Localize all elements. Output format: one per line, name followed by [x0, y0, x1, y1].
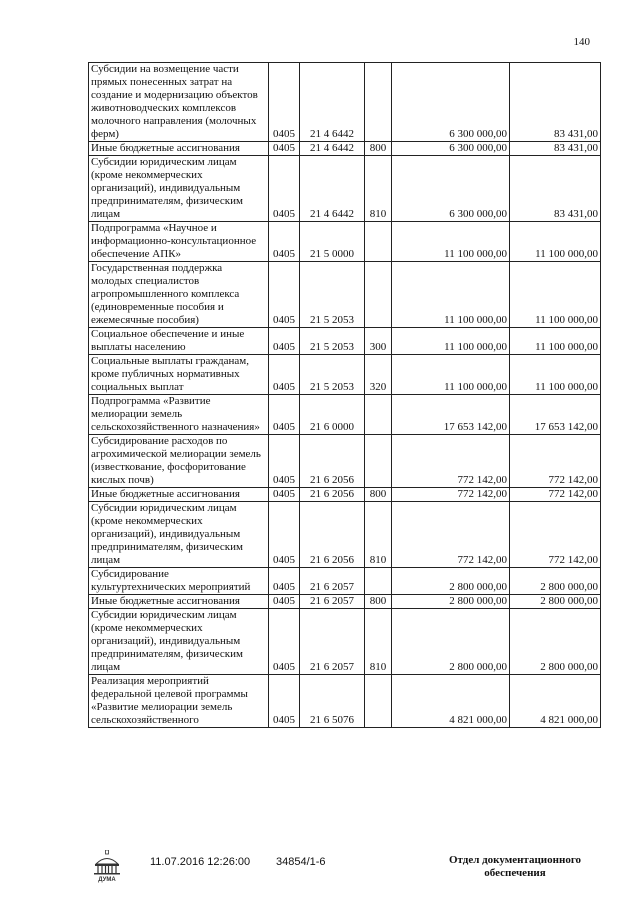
row-section: 0405 — [269, 355, 300, 395]
row-name: Государственная поддержка молодых специалистов агропромышленного комплекса (единовременные пособия и ежемесячные пособия) — [89, 262, 269, 328]
row-section: 0405 — [269, 502, 300, 568]
row-section: 0405 — [269, 488, 300, 502]
row-expense-type — [365, 222, 392, 262]
row-amount-2: 11 100 000,00 — [510, 328, 601, 355]
table-row — [89, 262, 601, 328]
row-name: Субсидии юридическим лицам (кроме некоммерческих организаций), индивидуальным предпринимателям, физическим лицам — [89, 609, 269, 675]
table-row — [89, 156, 601, 222]
row-section: 0405 — [269, 609, 300, 675]
row-expense-type — [365, 63, 392, 142]
row-section: 0405 — [269, 328, 300, 355]
row-amount-2: 83 431,00 — [510, 142, 601, 156]
row-name: Подпрограмма «Развитие мелиорации земель сельскохозяйственного назначения» — [89, 395, 269, 435]
row-target-article: 21 6 2057 — [300, 595, 365, 609]
row-expense-type — [365, 675, 392, 728]
row-amount-2: 772 142,00 — [510, 488, 601, 502]
row-expense-type: 810 — [365, 502, 392, 568]
table-row — [89, 63, 601, 142]
row-amount-1: 2 800 000,00 — [392, 595, 510, 609]
row-section: 0405 — [269, 63, 300, 142]
row-name: Субсидирование культуртехнических мероприятий — [89, 568, 269, 595]
row-expense-type: 810 — [365, 609, 392, 675]
page-footer — [0, 848, 640, 905]
row-amount-2: 11 100 000,00 — [510, 222, 601, 262]
row-section: 0405 — [269, 568, 300, 595]
table-row — [89, 355, 601, 395]
row-expense-type: 300 — [365, 328, 392, 355]
row-name: Социальные выплаты гражданам, кроме публичных нормативных социальных выплат — [89, 355, 269, 395]
row-expense-type: 800 — [365, 142, 392, 156]
row-target-article: 21 6 2057 — [300, 568, 365, 595]
row-amount-2: 17 653 142,00 — [510, 395, 601, 435]
row-target-article: 21 4 6442 — [300, 142, 365, 156]
footer-doc-number: 34854/1-6 — [276, 856, 326, 868]
row-name: Иные бюджетные ассигнования — [89, 488, 269, 502]
row-amount-2: 4 821 000,00 — [510, 675, 601, 728]
row-expense-type — [365, 262, 392, 328]
page-number: 140 — [573, 36, 590, 48]
row-target-article: 21 5 0000 — [300, 222, 365, 262]
row-expense-type — [365, 568, 392, 595]
budget-table-body — [89, 63, 601, 728]
row-name: Социальное обеспечение и иные выплаты населению — [89, 328, 269, 355]
row-section: 0405 — [269, 156, 300, 222]
row-name: Субсидии на возмещение части прямых понесенных затрат на создание и модернизацию объектов животноводческих комплексов молочного направления (молочных ферм) — [89, 63, 269, 142]
row-amount-1: 11 100 000,00 — [392, 328, 510, 355]
row-section: 0405 — [269, 595, 300, 609]
row-amount-2: 11 100 000,00 — [510, 355, 601, 395]
logo-text: ДУМА — [98, 877, 116, 883]
row-amount-2: 2 800 000,00 — [510, 568, 601, 595]
footer-department: Отдел документационного обеспечения — [448, 854, 582, 879]
row-amount-1: 11 100 000,00 — [392, 355, 510, 395]
row-name: Иные бюджетные ассигнования — [89, 142, 269, 156]
row-amount-1: 11 100 000,00 — [392, 262, 510, 328]
row-target-article: 21 5 2053 — [300, 262, 365, 328]
row-expense-type: 810 — [365, 156, 392, 222]
row-expense-type — [365, 435, 392, 488]
table-row — [89, 568, 601, 595]
row-target-article: 21 6 2056 — [300, 488, 365, 502]
table-row — [89, 435, 601, 488]
row-target-article: 21 4 6442 — [300, 63, 365, 142]
footer-datetime: 11.07.2016 12:26:00 — [150, 856, 251, 868]
row-amount-1: 772 142,00 — [392, 488, 510, 502]
row-target-article: 21 4 6442 — [300, 156, 365, 222]
row-section: 0405 — [269, 395, 300, 435]
row-section: 0405 — [269, 435, 300, 488]
row-target-article: 21 6 5076 — [300, 675, 365, 728]
row-amount-1: 17 653 142,00 — [392, 395, 510, 435]
row-target-article: 21 6 2056 — [300, 435, 365, 488]
row-amount-2: 2 800 000,00 — [510, 595, 601, 609]
row-name: Подпрограмма «Научное и информационно-консультационное обеспечение АПК» — [89, 222, 269, 262]
table-row — [89, 395, 601, 435]
row-expense-type — [365, 395, 392, 435]
row-amount-2: 83 431,00 — [510, 63, 601, 142]
row-target-article: 21 6 2057 — [300, 609, 365, 675]
table-row — [89, 328, 601, 355]
row-name: Субсидии юридическим лицам (кроме некоммерческих организаций), индивидуальным предпринимателям, физическим лицам — [89, 502, 269, 568]
row-section: 0405 — [269, 262, 300, 328]
row-name: Субсидирование расходов по агрохимической мелиорации земель (известкование, фосфоритование кислых почв) — [89, 435, 269, 488]
row-name: Реализация мероприятий федеральной целевой программы «Развитие мелиорации земель сельскохозяйственного — [89, 675, 269, 728]
row-target-article: 21 5 2053 — [300, 328, 365, 355]
row-amount-2: 2 800 000,00 — [510, 609, 601, 675]
row-amount-1: 6 300 000,00 — [392, 63, 510, 142]
budget-table — [88, 62, 601, 728]
table-row — [89, 488, 601, 502]
table-row — [89, 675, 601, 728]
row-amount-1: 11 100 000,00 — [392, 222, 510, 262]
row-amount-2: 83 431,00 — [510, 156, 601, 222]
table-row — [89, 142, 601, 156]
row-amount-1: 6 300 000,00 — [392, 142, 510, 156]
row-target-article: 21 6 0000 — [300, 395, 365, 435]
row-name: Субсидии юридическим лицам (кроме некоммерческих организаций), индивидуальным предпринимателям, физическим лицам — [89, 156, 269, 222]
row-section: 0405 — [269, 675, 300, 728]
row-amount-2: 772 142,00 — [510, 435, 601, 488]
row-amount-2: 11 100 000,00 — [510, 262, 601, 328]
row-name: Иные бюджетные ассигнования — [89, 595, 269, 609]
row-amount-1: 772 142,00 — [392, 435, 510, 488]
duma-logo-icon — [90, 850, 124, 884]
row-amount-1: 6 300 000,00 — [392, 156, 510, 222]
row-target-article: 21 5 2053 — [300, 355, 365, 395]
row-expense-type: 800 — [365, 595, 392, 609]
row-amount-1: 772 142,00 — [392, 502, 510, 568]
row-amount-1: 2 800 000,00 — [392, 568, 510, 595]
row-target-article: 21 6 2056 — [300, 502, 365, 568]
row-expense-type: 320 — [365, 355, 392, 395]
row-expense-type: 800 — [365, 488, 392, 502]
table-row — [89, 222, 601, 262]
table-row — [89, 502, 601, 568]
row-section: 0405 — [269, 222, 300, 262]
table-row — [89, 595, 601, 609]
row-amount-2: 772 142,00 — [510, 502, 601, 568]
row-section: 0405 — [269, 142, 300, 156]
row-amount-1: 2 800 000,00 — [392, 609, 510, 675]
table-row — [89, 609, 601, 675]
row-amount-1: 4 821 000,00 — [392, 675, 510, 728]
